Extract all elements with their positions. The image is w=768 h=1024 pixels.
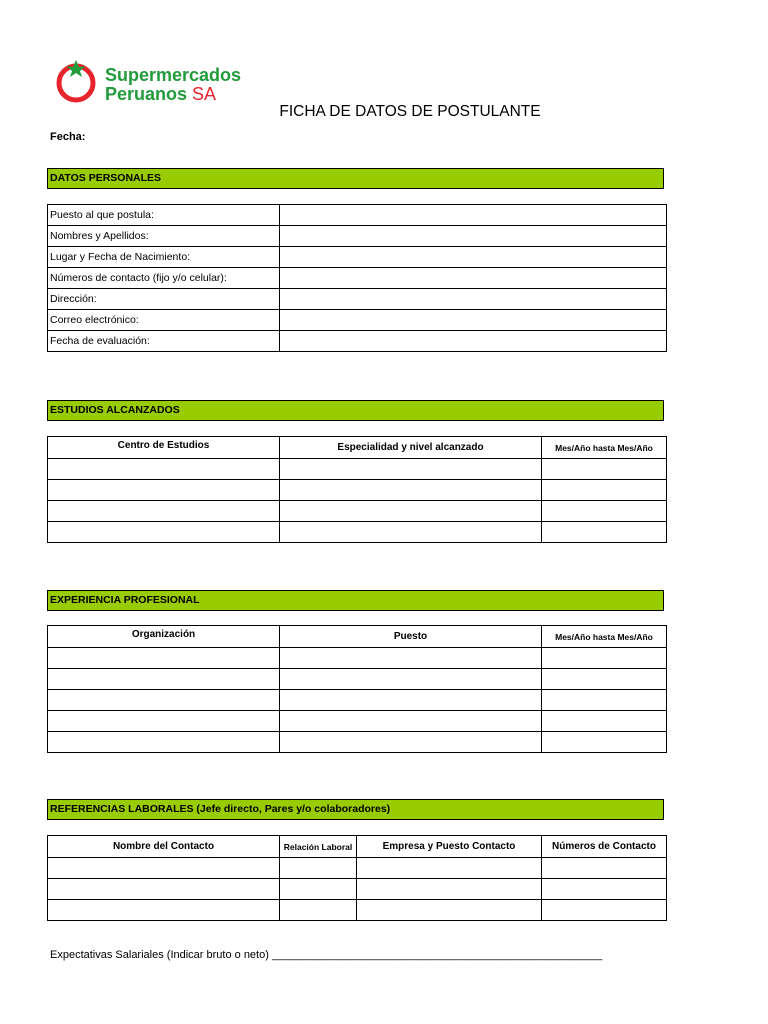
field-input-correo[interactable] (280, 310, 667, 331)
section-header-personal: DATOS PERSONALES (47, 168, 664, 189)
table-cell[interactable] (280, 690, 542, 711)
table-cell[interactable] (357, 879, 542, 900)
column-header: Números de Contacto (542, 836, 667, 858)
column-header: Organización (48, 626, 280, 648)
table-cell[interactable] (280, 522, 542, 543)
section-header-studies: ESTUDIOS ALCANZADOS (47, 400, 664, 421)
references-table (47, 835, 667, 921)
section-header-experience: EXPERIENCIA PROFESIONAL (47, 590, 664, 611)
table-cell[interactable] (542, 480, 667, 501)
field-label: Nombres y Apellidos: (48, 226, 280, 247)
table-cell[interactable] (280, 732, 542, 753)
table-cell[interactable] (280, 879, 357, 900)
brand-suffix: SA (192, 84, 217, 104)
table-cell[interactable] (48, 711, 280, 732)
table-cell[interactable] (48, 690, 280, 711)
table-row (48, 480, 667, 501)
table-cell[interactable] (280, 669, 542, 690)
table-cell[interactable] (48, 858, 280, 879)
experience-table (47, 625, 667, 753)
field-input-nacimiento[interactable] (280, 247, 667, 268)
table-cell[interactable] (357, 900, 542, 921)
table-cell[interactable] (542, 522, 667, 543)
column-header: Mes/Año hasta Mes/Año (542, 437, 667, 459)
brand-name-peruanos: Peruanos (105, 84, 188, 104)
brand-name-line2 (105, 84, 216, 104)
table-cell[interactable] (280, 648, 542, 669)
table-cell[interactable] (542, 690, 667, 711)
table-row (48, 711, 667, 732)
table-row (48, 501, 667, 522)
field-input-puesto[interactable] (280, 205, 667, 226)
table-cell[interactable] (542, 879, 667, 900)
tomato-icon (52, 56, 102, 106)
table-row (48, 732, 667, 753)
table-row (48, 459, 667, 480)
field-label: Fecha de evaluación: (48, 331, 280, 352)
table-row (48, 226, 667, 247)
table-row (48, 522, 667, 543)
table-cell[interactable] (542, 669, 667, 690)
table-cell[interactable] (280, 711, 542, 732)
table-cell[interactable] (280, 858, 357, 879)
field-input-nombres[interactable] (280, 226, 667, 247)
table-cell[interactable] (48, 669, 280, 690)
salary-expectation-line[interactable]: Expectativas Salariales (Indicar bruto o neto) ______________________________________________________ (50, 949, 603, 961)
table-cell[interactable] (48, 900, 280, 921)
table-row (48, 879, 667, 900)
column-header: Centro de Estudios (48, 437, 280, 459)
personal-data-table (47, 204, 667, 352)
field-label: Correo electrónico: (48, 310, 280, 331)
table-cell[interactable] (48, 732, 280, 753)
table-row (48, 858, 667, 879)
fecha-label: Fecha: (50, 131, 86, 143)
table-cell[interactable] (542, 900, 667, 921)
table-cell[interactable] (542, 732, 667, 753)
table-cell[interactable] (542, 711, 667, 732)
table-cell[interactable] (48, 480, 280, 501)
page-title: FICHA DE DATOS DE POSTULANTE (279, 103, 541, 120)
table-cell[interactable] (48, 501, 280, 522)
field-label: Números de contacto (fijo y/o celular): (48, 268, 280, 289)
table-cell[interactable] (542, 459, 667, 480)
table-row (48, 268, 667, 289)
table-cell[interactable] (280, 900, 357, 921)
brand-name-line1: Supermercados (105, 65, 242, 85)
table-cell[interactable] (542, 648, 667, 669)
field-input-contacto[interactable] (280, 268, 667, 289)
table-row (48, 205, 667, 226)
table-cell[interactable] (280, 480, 542, 501)
table-cell[interactable] (280, 501, 542, 522)
table-cell[interactable] (48, 648, 280, 669)
field-label: Lugar y Fecha de Nacimiento: (48, 247, 280, 268)
column-header: Empresa y Puesto Contacto (357, 836, 542, 858)
studies-table (47, 436, 667, 543)
table-cell[interactable] (48, 879, 280, 900)
table-header-row (48, 836, 667, 858)
table-header-row (48, 437, 667, 459)
company-logo (52, 56, 252, 106)
table-cell[interactable] (542, 858, 667, 879)
field-label: Puesto al que postula: (48, 205, 280, 226)
section-header-references: REFERENCIAS LABORALES (Jefe directo, Pares y/o colaboradores) (47, 799, 664, 820)
field-input-fecha-evaluacion[interactable] (280, 331, 667, 352)
table-row (48, 648, 667, 669)
table-row (48, 900, 667, 921)
table-header-row (48, 626, 667, 648)
field-label: Dirección: (48, 289, 280, 310)
field-input-direccion[interactable] (280, 289, 667, 310)
table-cell[interactable] (542, 501, 667, 522)
table-row (48, 247, 667, 268)
table-cell[interactable] (48, 459, 280, 480)
column-header: Puesto (280, 626, 542, 648)
table-row (48, 669, 667, 690)
table-cell[interactable] (48, 522, 280, 543)
table-cell[interactable] (280, 459, 542, 480)
table-row (48, 310, 667, 331)
table-cell[interactable] (357, 858, 542, 879)
column-header: Especialidad y nivel alcanzado (280, 437, 542, 459)
column-header: Relación Laboral (280, 836, 357, 858)
column-header: Nombre del Contacto (48, 836, 280, 858)
table-row (48, 331, 667, 352)
column-header: Mes/Año hasta Mes/Año (542, 626, 667, 648)
table-row (48, 289, 667, 310)
table-row (48, 690, 667, 711)
